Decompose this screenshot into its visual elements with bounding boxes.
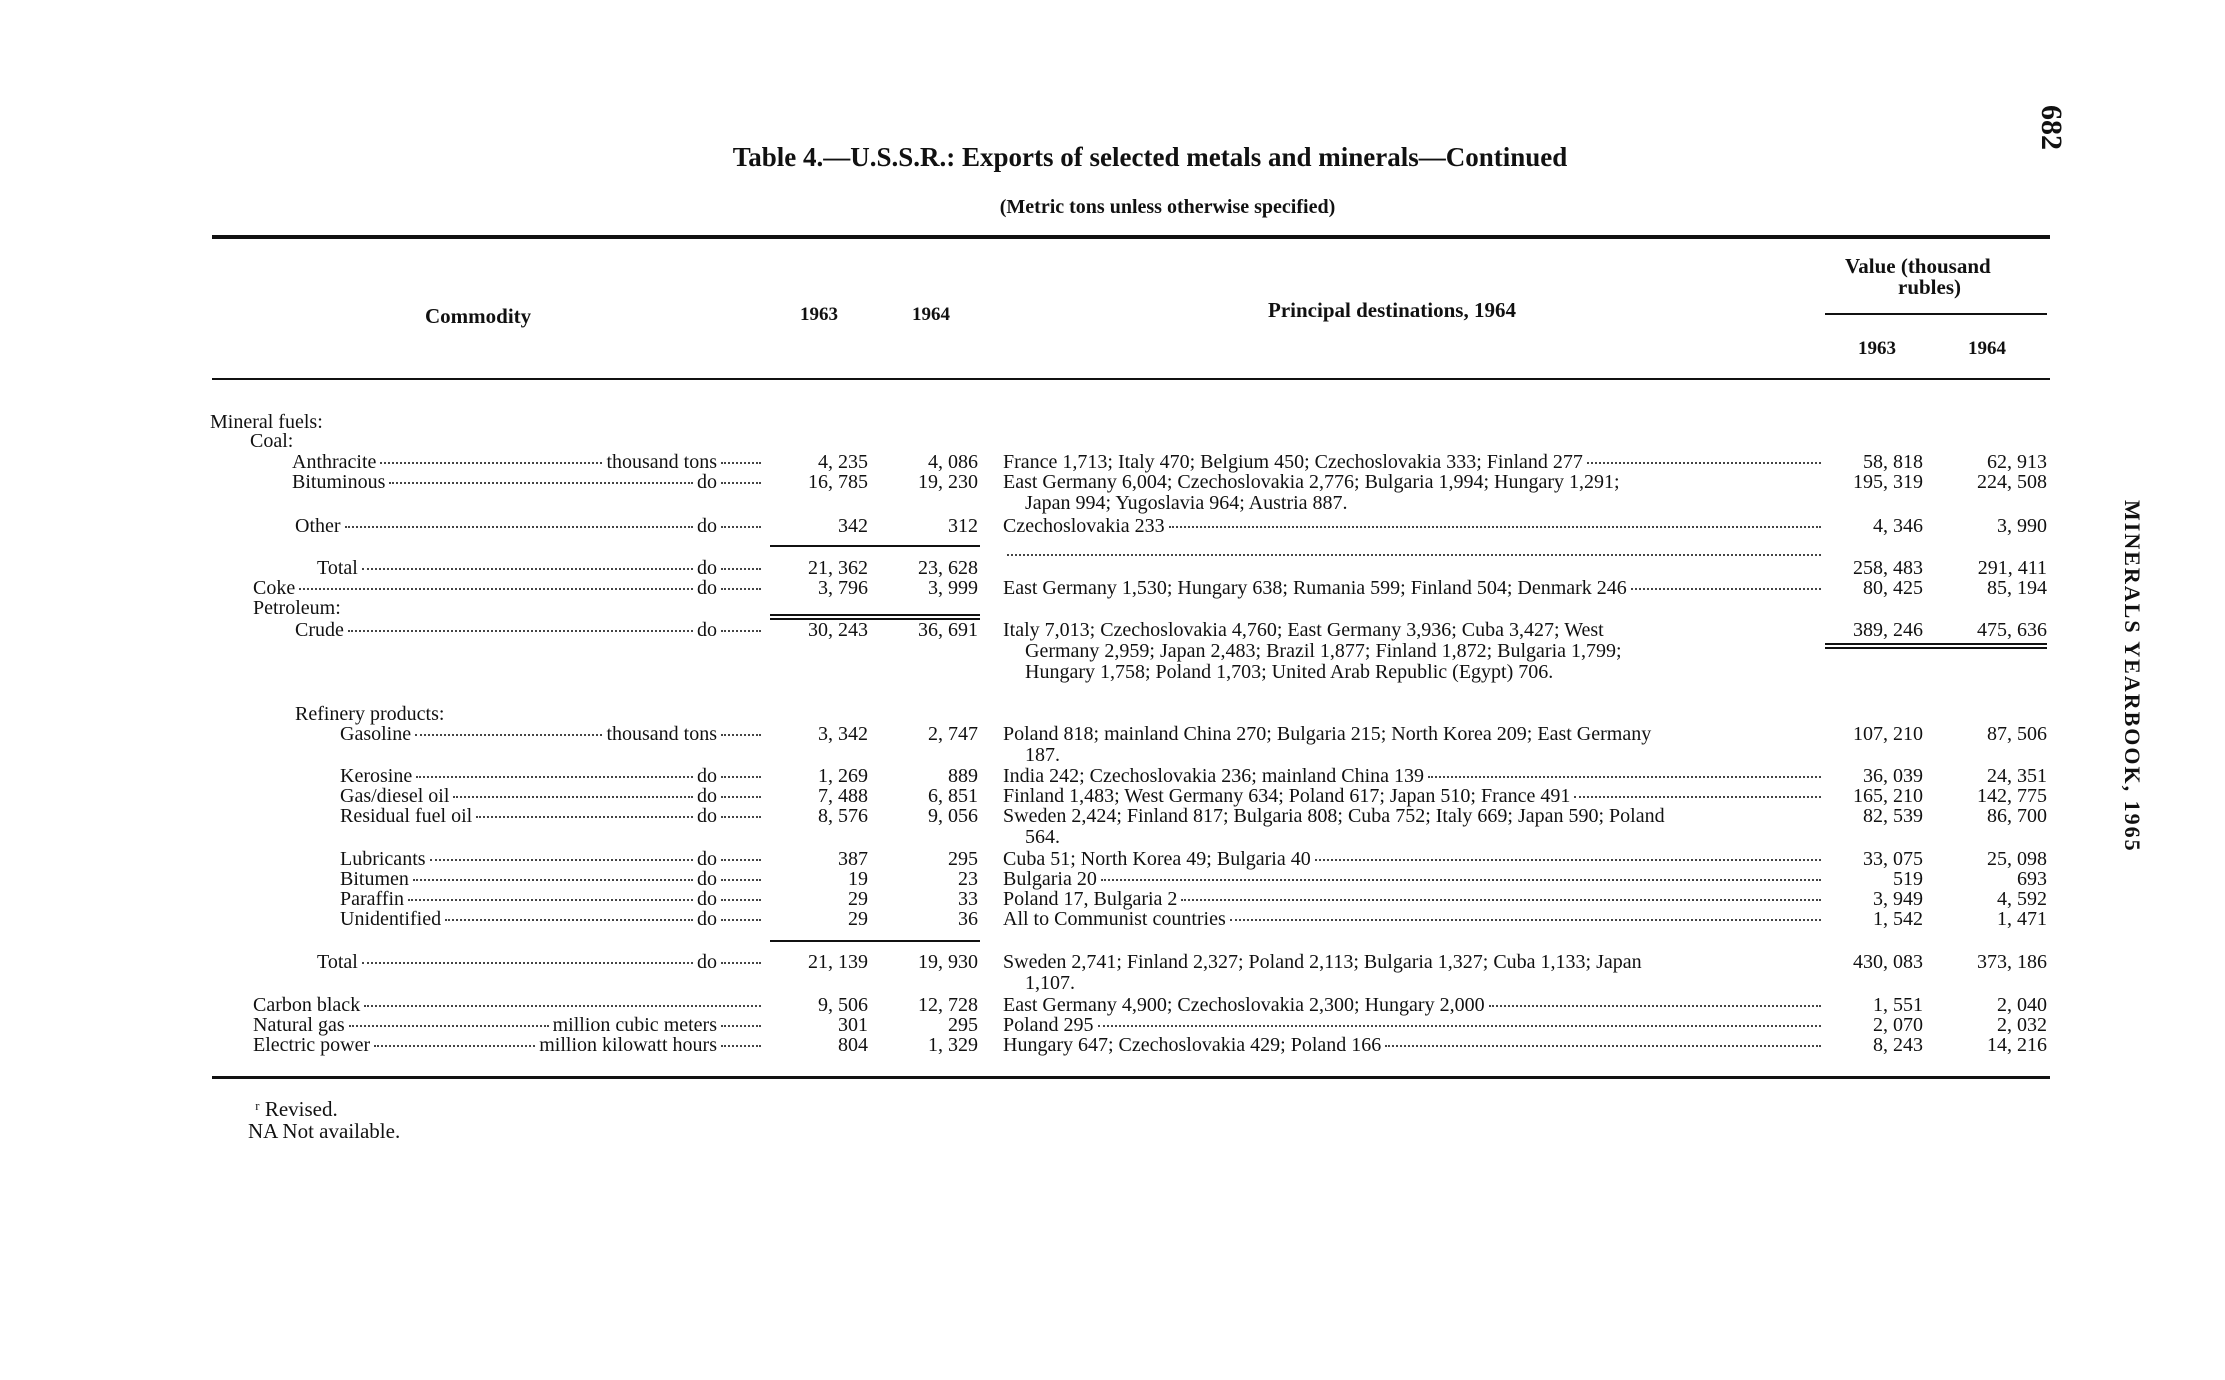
quantity-1964: 2, 747: [928, 723, 978, 745]
commodity-label: [317, 952, 765, 973]
destinations-continued: 564.: [1025, 826, 1060, 848]
leader-dots: [721, 962, 761, 964]
commodity-label: [292, 472, 765, 493]
destinations-continued: 187.: [1025, 744, 1060, 766]
value-1964: 4, 592: [1997, 888, 2047, 910]
destinations: [1003, 849, 1825, 870]
leader-dots: [1007, 554, 1821, 556]
leader-dots: [1489, 1005, 1821, 1007]
value-1964: 2, 040: [1997, 994, 2047, 1016]
destinations-continued: Japan 994; Yugoslavia 964; Austria 887.: [1025, 492, 1348, 514]
leader-dots: [721, 859, 761, 861]
commodity-unit: do: [697, 577, 717, 599]
leader-dots: [374, 1045, 535, 1047]
destinations-text: Bulgaria 20: [1003, 868, 1097, 890]
total-underline: [880, 940, 980, 942]
commodity-label: [253, 995, 765, 1016]
value-1964: 224, 508: [1977, 471, 2047, 493]
quantity-1963: 29: [848, 908, 868, 930]
destinations-text: Sweden 2,741; Finland 2,327; Poland 2,113; Bulgaria 1,327; Cuba 1,133; Japan: [1003, 951, 1642, 973]
table-row: [0, 849, 2225, 870]
leader-dots: [416, 776, 693, 778]
value-1964: 14, 216: [1987, 1034, 2047, 1056]
destinations: [1003, 952, 1825, 973]
leader-dots: [1101, 879, 1821, 881]
value-1963: 1, 542: [1873, 908, 1923, 930]
commodity-unit: do: [697, 785, 717, 807]
commodity-label: [250, 431, 293, 452]
quantity-1963: 29: [848, 888, 868, 910]
commodity-unit: do: [697, 868, 717, 890]
quantity-1963: 342: [838, 515, 868, 537]
leader-dots: [721, 482, 761, 484]
destinations: [1003, 558, 1825, 560]
table-row: [0, 786, 2225, 807]
leader-dots: [721, 796, 761, 798]
commodity-name: Paraffin: [340, 888, 405, 910]
leader-dots: [389, 482, 693, 484]
leader-dots: [1428, 776, 1821, 778]
leader-dots: [1587, 462, 1821, 464]
commodity-name: Other: [295, 515, 341, 537]
quantity-1964: 4, 086: [928, 451, 978, 473]
destinations: [1003, 995, 1825, 1016]
destinations-continued: 1,107.: [1025, 972, 1075, 994]
destinations-text: Italy 7,013; Czechoslovakia 4,760; East Germany 3,936; Cuba 3,427; West: [1003, 619, 1604, 641]
commodity-unit: do: [697, 515, 717, 537]
quantity-1963: 4, 235: [818, 451, 868, 473]
destinations-text: Poland 17, Bulgaria 2: [1003, 888, 1178, 910]
value-1964: 24, 351: [1987, 765, 2047, 787]
header-value-1964: 1964: [1968, 338, 2006, 359]
commodity-unit: do: [697, 888, 717, 910]
destinations-continued: Hungary 1,758; Poland 1,703; United Arab Republic (Egypt) 706.: [1025, 661, 1554, 683]
leader-dots: [721, 734, 761, 736]
destinations: [1003, 806, 1825, 827]
leader-dots: [721, 816, 761, 818]
table-row: [0, 995, 2225, 1016]
value-1963: 107, 210: [1853, 723, 1923, 745]
commodity-label: [340, 786, 765, 807]
value-header-rule: [1825, 313, 2047, 315]
quantity-1963: 30, 243: [808, 619, 868, 641]
commodity-name: Unidentified: [340, 908, 442, 930]
destinations: [1003, 889, 1825, 910]
commodity-name: Natural gas: [253, 1014, 345, 1036]
commodity-unit: thousand tons: [606, 451, 717, 473]
value-1964: 475, 636: [1977, 619, 2047, 641]
leader-dots: [721, 630, 761, 632]
leader-dots: [721, 588, 761, 590]
value-1963: 165, 210: [1853, 785, 1923, 807]
commodity-name: Bituminous: [292, 471, 386, 493]
quantity-1964: 23, 628: [918, 557, 978, 579]
leader-dots: [349, 1025, 549, 1027]
leader-dots: [1169, 526, 1821, 528]
destinations: [1003, 766, 1825, 787]
commodity-unit: do: [697, 805, 717, 827]
commodity-label: [253, 1035, 765, 1056]
value-1964: 142, 775: [1977, 785, 2047, 807]
commodity-name: Gas/diesel oil: [340, 785, 450, 807]
commodity-name: Crude: [295, 619, 344, 641]
leader-dots: [299, 588, 693, 590]
value-1964: 373, 186: [1977, 951, 2047, 973]
commodity-name: Anthracite: [292, 451, 377, 473]
destinations-text: Sweden 2,424; Finland 817; Bulgaria 808; Cuba 752; Italy 669; Japan 590; Poland: [1003, 805, 1665, 827]
commodity-name: Bitumen: [340, 868, 409, 890]
total-underline: [880, 614, 980, 616]
commodity-name: Coal:: [250, 430, 294, 452]
commodity-name: Total: [317, 951, 358, 973]
value-1963: 58, 818: [1863, 451, 1923, 473]
table-row: [0, 806, 2225, 827]
destinations: [1003, 452, 1825, 473]
commodity-label: [253, 598, 341, 619]
table-row: [0, 889, 2225, 910]
commodity-unit: do: [697, 557, 717, 579]
table-row: [0, 620, 2225, 641]
commodity-label: [295, 516, 765, 537]
quantity-1964: 889: [948, 765, 978, 787]
quantity-1964: 6, 851: [928, 785, 978, 807]
commodity-label: [292, 452, 765, 473]
quantity-1964: 1, 329: [928, 1034, 978, 1056]
commodity-label: [340, 724, 765, 745]
leader-dots: [1098, 1025, 1821, 1027]
value-1963: 80, 425: [1863, 577, 1923, 599]
quantity-1964: 36, 691: [918, 619, 978, 641]
destinations: [1003, 516, 1825, 537]
quantity-1963: 387: [838, 848, 868, 870]
leader-dots: [721, 899, 761, 901]
commodity-label: [340, 806, 765, 827]
commodity-unit: thousand tons: [606, 723, 717, 745]
table-row: [0, 952, 2225, 973]
value-1964: 25, 098: [1987, 848, 2047, 870]
commodity-label: [295, 620, 765, 641]
destinations-text: India 242; Czechoslovakia 236; mainland China 139: [1003, 765, 1425, 787]
header-commodity: Commodity: [425, 304, 532, 328]
total-underline: [1825, 647, 2047, 649]
commodity-label: [253, 1015, 765, 1036]
quantity-1963: 19: [848, 868, 868, 890]
leader-dots: [348, 630, 693, 632]
value-1964: 291, 411: [1977, 557, 2047, 579]
quantity-1963: 21, 139: [808, 951, 868, 973]
value-1963: 82, 539: [1863, 805, 1923, 827]
quantity-1964: 19, 230: [918, 471, 978, 493]
destinations-text: Hungary 647; Czechoslovakia 429; Poland 166: [1003, 1034, 1382, 1056]
commodity-label: [295, 704, 444, 725]
quantity-1963: 8, 576: [818, 805, 868, 827]
value-1963: 389, 246: [1853, 619, 1923, 641]
commodity-name: Residual fuel oil: [340, 805, 473, 827]
commodity-unit: do: [697, 951, 717, 973]
value-1963: 195, 319: [1853, 471, 1923, 493]
leader-dots: [1230, 919, 1821, 921]
table-title: Table 4.—U.S.S.R.: Exports of selected metals and minerals—Continued: [732, 142, 1568, 172]
commodity-name: Total: [317, 557, 358, 579]
total-underline: [1825, 643, 2047, 645]
leader-dots: [721, 568, 761, 570]
commodity-name: Gasoline: [340, 723, 412, 745]
leader-dots: [453, 796, 693, 798]
value-1963: 3, 949: [1873, 888, 1923, 910]
table-row: [0, 724, 2225, 745]
destinations-text: France 1,713; Italy 470; Belgium 450; Czechoslovakia 333; Finland 277: [1003, 451, 1583, 473]
leader-dots: [1631, 588, 1821, 590]
leader-dots: [721, 776, 761, 778]
value-1963: 8, 243: [1873, 1034, 1923, 1056]
leader-dots: [476, 816, 693, 818]
table-subtitle: (Metric tons unless otherwise specified): [999, 196, 1336, 218]
value-1963: 258, 483: [1853, 557, 1923, 579]
value-1964: 3, 990: [1997, 515, 2047, 537]
value-1963: 33, 075: [1863, 848, 1923, 870]
value-1964: 62, 913: [1987, 451, 2047, 473]
destinations-text: East Germany 4,900; Czechoslovakia 2,300; Hungary 2,000: [1003, 994, 1485, 1016]
destinations-text: Poland 295: [1003, 1014, 1094, 1036]
quantity-1963: 21, 362: [808, 557, 868, 579]
top-rule: [212, 235, 2050, 239]
destinations-continued: Germany 2,959; Japan 2,483; Brazil 1,877; Finland 1,872; Bulgaria 1,799;: [1025, 640, 1622, 662]
quantity-1964: 23: [958, 868, 978, 890]
destinations: [1003, 786, 1825, 807]
value-1964: 693: [2017, 868, 2047, 890]
quantity-1964: 3, 999: [928, 577, 978, 599]
quantity-1964: 295: [948, 1014, 978, 1036]
table-row: [0, 1015, 2225, 1036]
header-1963: 1963: [800, 304, 838, 325]
value-1963: 36, 039: [1863, 765, 1923, 787]
leader-dots: [1385, 1045, 1821, 1047]
table-row: [0, 869, 2225, 890]
leader-dots: [415, 734, 602, 736]
quantity-1963: 9, 506: [818, 994, 868, 1016]
running-head: MINERALS YEARBOOK, 1965: [2120, 500, 2145, 853]
quantity-1963: 3, 796: [818, 577, 868, 599]
leader-dots: [1574, 796, 1821, 798]
destinations-text: Finland 1,483; West Germany 634; Poland 617; Japan 510; France 491: [1003, 785, 1571, 807]
quantity-1964: 33: [958, 888, 978, 910]
commodity-label: [253, 578, 765, 599]
value-1964: 87, 506: [1987, 723, 2047, 745]
leader-dots: [721, 1045, 761, 1047]
quantity-1963: 1, 269: [818, 765, 868, 787]
table-row: [0, 452, 2225, 473]
value-1963: 4, 346: [1873, 515, 1923, 537]
commodity-name: Refinery products:: [295, 703, 445, 725]
value-1963: 2, 070: [1873, 1014, 1923, 1036]
table-row: [0, 766, 2225, 787]
commodity-name: Lubricants: [340, 848, 426, 870]
value-1964: 2, 032: [1997, 1014, 2047, 1036]
destinations-text: Czechoslovakia 233: [1003, 515, 1165, 537]
commodity-name: Mineral fuels:: [210, 411, 323, 433]
destinations: [1003, 724, 1825, 745]
destinations: [1003, 472, 1825, 493]
commodity-unit: do: [697, 848, 717, 870]
table-row: [0, 598, 2225, 619]
leader-dots: [721, 462, 761, 464]
quantity-1963: 3, 342: [818, 723, 868, 745]
commodity-name: Coke: [253, 577, 296, 599]
page-number: 682: [2035, 105, 2068, 150]
destinations-text: Poland 818; mainland China 270; Bulgaria 215; North Korea 209; East Germany: [1003, 723, 1652, 745]
header-1964: 1964: [912, 304, 950, 325]
leader-dots: [362, 568, 693, 570]
destinations-text: Cuba 51; North Korea 49; Bulgaria 40: [1003, 848, 1311, 870]
table-row: [0, 704, 2225, 725]
leader-dots: [1181, 899, 1821, 901]
destinations-text: East Germany 6,004; Czechoslovakia 2,776; Bulgaria 1,994; Hungary 1,291;: [1003, 471, 1620, 493]
commodity-name: Electric power: [253, 1034, 371, 1056]
destinations: [1003, 578, 1825, 599]
value-1964: 86, 700: [1987, 805, 2047, 827]
leader-dots: [345, 526, 693, 528]
destinations: [1003, 1035, 1825, 1056]
leader-dots: [721, 919, 761, 921]
leader-dots: [1315, 859, 1821, 861]
quantity-1963: 7, 488: [818, 785, 868, 807]
commodity-name: Kerosine: [340, 765, 413, 787]
quantity-1964: 19, 930: [918, 951, 978, 973]
value-1963: 1, 551: [1873, 994, 1923, 1016]
value-1964: 1, 471: [1997, 908, 2047, 930]
commodity-unit: do: [697, 765, 717, 787]
leader-dots: [408, 899, 693, 901]
total-underline: [880, 545, 980, 547]
destinations: [1003, 909, 1825, 930]
quantity-1964: 36: [958, 908, 978, 930]
quantity-1963: 16, 785: [808, 471, 868, 493]
table-row: [0, 1035, 2225, 1056]
header-destinations: Principal destinations, 1964: [1268, 298, 1516, 322]
leader-dots: [362, 962, 693, 964]
commodity-label: [340, 766, 765, 787]
leader-dots: [364, 1005, 761, 1007]
footnote-not-available: NA Not available.: [248, 1119, 401, 1143]
quantity-1964: 9, 056: [928, 805, 978, 827]
quantity-1964: 295: [948, 848, 978, 870]
quantity-1964: 312: [948, 515, 978, 537]
destinations: [1003, 1015, 1825, 1036]
value-1963: 519: [1893, 868, 1923, 890]
destinations: [1003, 620, 1825, 641]
leader-dots: [380, 462, 602, 464]
table-row: [0, 472, 2225, 493]
header-bottom-rule: [212, 378, 2050, 380]
commodity-unit: do: [697, 908, 717, 930]
leader-dots: [721, 1025, 761, 1027]
leader-dots: [721, 526, 761, 528]
table-row: [0, 431, 2225, 452]
destinations-text: All to Communist countries: [1003, 908, 1226, 930]
commodity-name: Petroleum:: [253, 597, 341, 619]
commodity-unit: million cubic meters: [552, 1014, 717, 1036]
leader-dots: [430, 859, 693, 861]
commodity-label: [340, 889, 765, 910]
bottom-rule: [212, 1076, 2050, 1079]
commodity-label: [317, 558, 765, 579]
header-value-line2: rubles): [1898, 275, 1961, 299]
commodity-label: [340, 869, 765, 890]
table-row: [0, 412, 2225, 433]
commodity-unit: do: [697, 619, 717, 641]
quantity-1963: 804: [838, 1034, 868, 1056]
table-row: [0, 909, 2225, 930]
quantity-1964: 12, 728: [918, 994, 978, 1016]
table-row: [0, 558, 2225, 579]
value-1963: 430, 083: [1853, 951, 1923, 973]
leader-dots: [721, 879, 761, 881]
leader-dots: [445, 919, 693, 921]
quantity-1963: 301: [838, 1014, 868, 1036]
table-row: [0, 516, 2225, 537]
value-1964: 85, 194: [1987, 577, 2047, 599]
footnote-revised: ʳ Revised.: [255, 1097, 338, 1121]
commodity-unit: million kilowatt hours: [539, 1034, 717, 1056]
commodity-unit: do: [697, 471, 717, 493]
table-row: [0, 578, 2225, 599]
total-underline: [880, 618, 980, 620]
destinations: [1003, 869, 1825, 890]
header-value-1963: 1963: [1858, 338, 1896, 359]
header-value-line1: Value (thousand: [1845, 254, 1991, 278]
commodity-name: Carbon black: [253, 994, 361, 1016]
commodity-label: [340, 849, 765, 870]
destinations-text: East Germany 1,530; Hungary 638; Rumania 599; Finland 504; Denmark 246: [1003, 577, 1627, 599]
leader-dots: [413, 879, 693, 881]
commodity-label: [340, 909, 765, 930]
